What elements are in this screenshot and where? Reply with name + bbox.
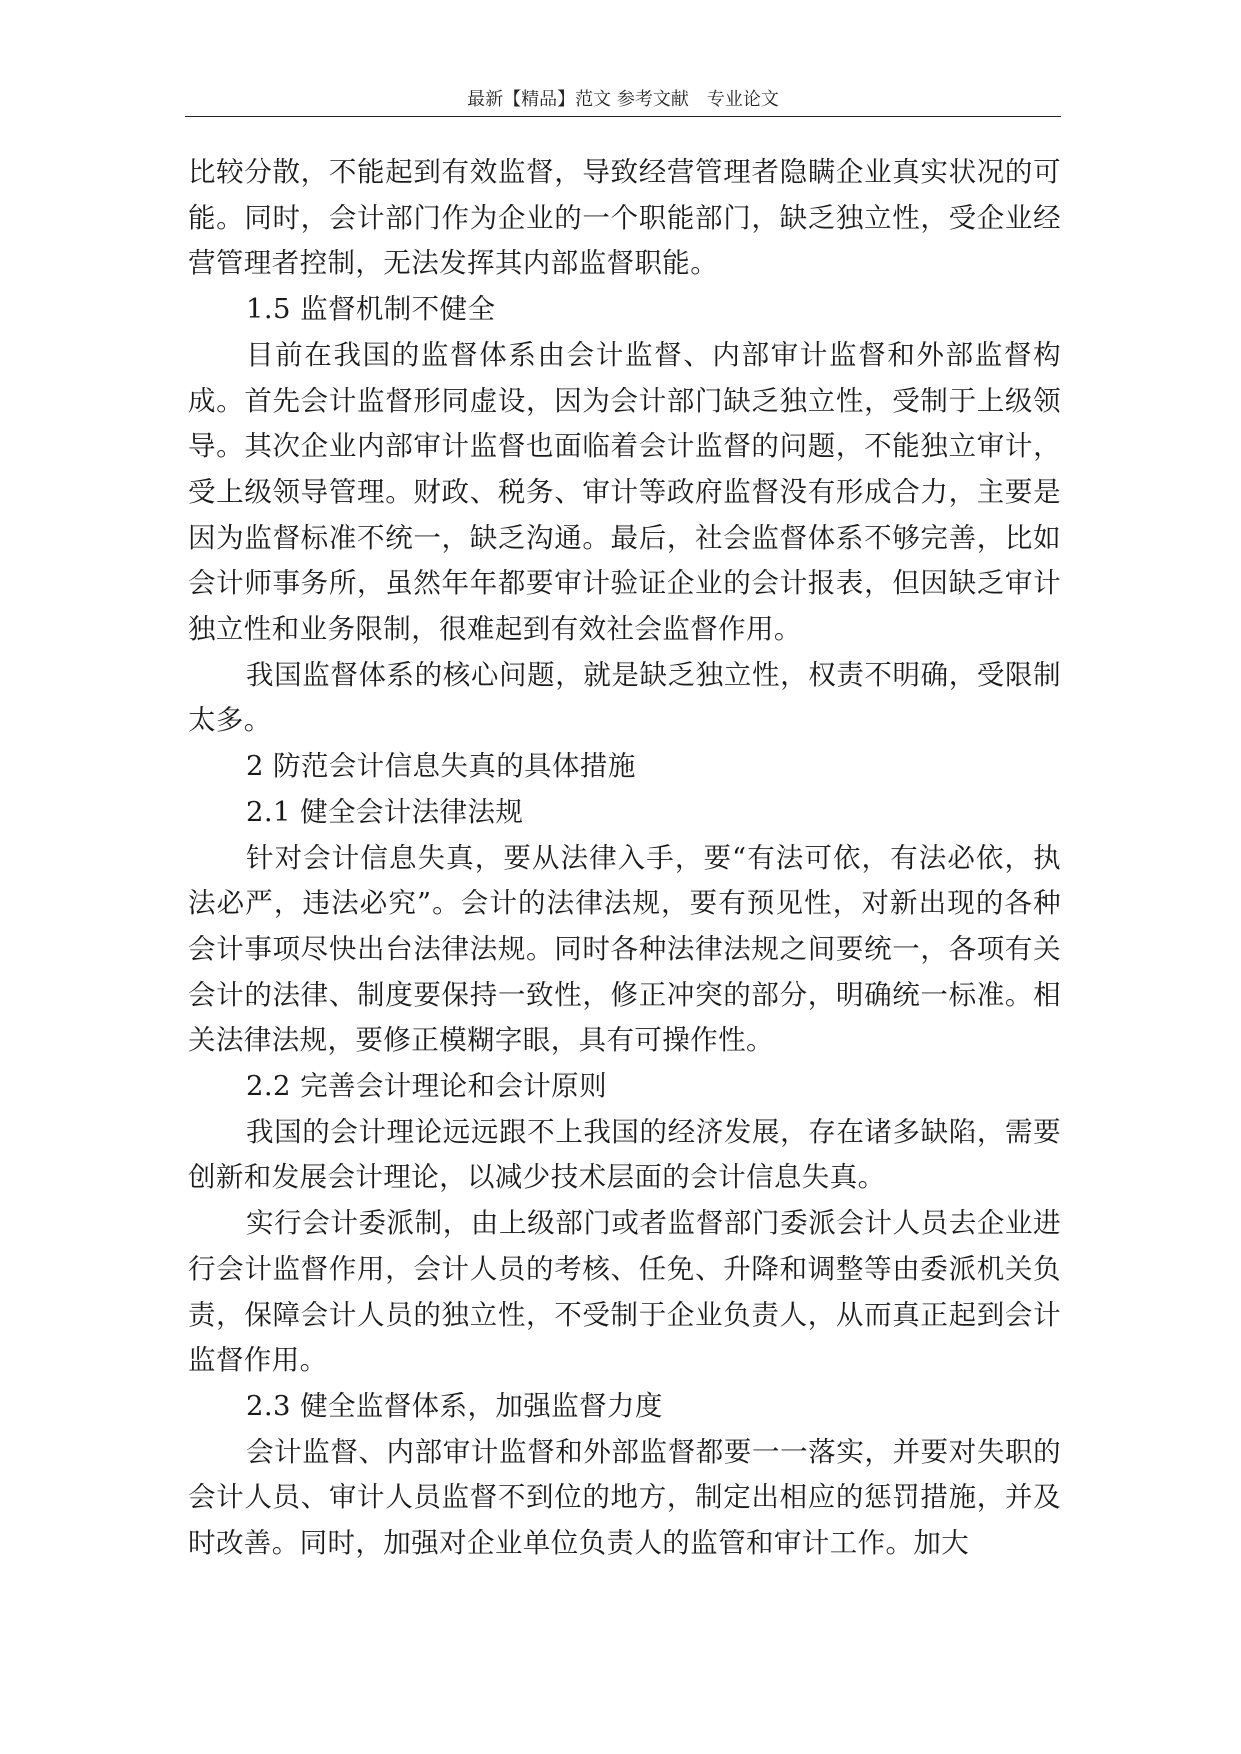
paragraph-strengthen-supervision: 会计监督、内部审计监督和外部监督都要一一落实，并要对失职的会计人员、审计人员监督不到位的地方，制定出相应的惩罚措施，并及时改善。同时，加强对企业单位负责人的监管和审计工作。加大	[188, 1435, 1061, 1560]
section-heading-2-3: 2.3 健全监督体系，加强监督力度	[246, 1389, 663, 1422]
paragraph-appointment: 实行会计委派制，由上级部门或者监督部门委派会计人员去企业进行会计监督作用，会计人员的考核、任免、升降和调整等由委派机关负责，保障会计人员的独立性，不受制于企业负责人，从而真正起到会计监督作用。	[188, 1207, 1061, 1377]
paragraph-laws: 针对会计信息失真，要从法律入手，要“有法可依，有法必依，执法必严，违法必究”。会计的法律法规，要有预见性，对新出现的各种会计事项尽快出台法律法规。同时各种法律法规之间要统一，各项有关会计的法律、制度要保持一致性，修正冲突的部分，明确统一标准。相关法律法规，要修正模糊字眼，具有可操作性。	[188, 841, 1061, 1057]
section-heading-2-1: 2.1 健全会计法律法规	[246, 795, 524, 828]
document-body	[188, 150, 1061, 1567]
paragraph-theory: 我国的会计理论远远跟不上我国的经济发展，存在诸多缺陷，需要创新和发展会计理论，以减少技术层面的会计信息失真。	[188, 1115, 1061, 1194]
paragraph-supervision-system: 目前在我国的监督体系由会计监督、内部审计监督和外部监督构成。首先会计监督形同虚设，因为会计部门缺乏独立性，受制于上级领导。其次企业内部审计监督也面临着会计监督的问题，不能独立审计，受上级领导管理。财政、税务、审计等政府监督没有形成合力，主要是因为监督标准不统一，缺乏沟通。最后，社会监督体系不够完善，比如会计师事务所，虽然年年都要审计验证企业的会计报表，但因缺乏审计独立性和业务限制，很难起到有效社会监督作用。	[188, 338, 1061, 646]
section-heading-2-2: 2.2 完善会计理论和会计原则	[246, 1070, 607, 1103]
paragraph-core-problem: 我国监督体系的核心问题，就是缺乏独立性，权责不明确，受限制太多。	[188, 658, 1061, 737]
page-header: 最新【精品】范文 参考文献 专业论文	[467, 89, 779, 110]
section-heading-1-5: 1.5 监督机制不健全	[246, 293, 496, 326]
paragraph-continuation: 比较分散，不能起到有效监督，导致经营管理者隐瞒企业真实状况的可能。同时，会计部门作为企业的一个职能部门，缺乏独立性，受企业经营管理者控制，无法发挥其内部监督职能。	[188, 156, 1061, 280]
section-heading-2: 2 防范会计信息失真的具体措施	[246, 750, 636, 783]
header-divider	[185, 116, 1061, 117]
